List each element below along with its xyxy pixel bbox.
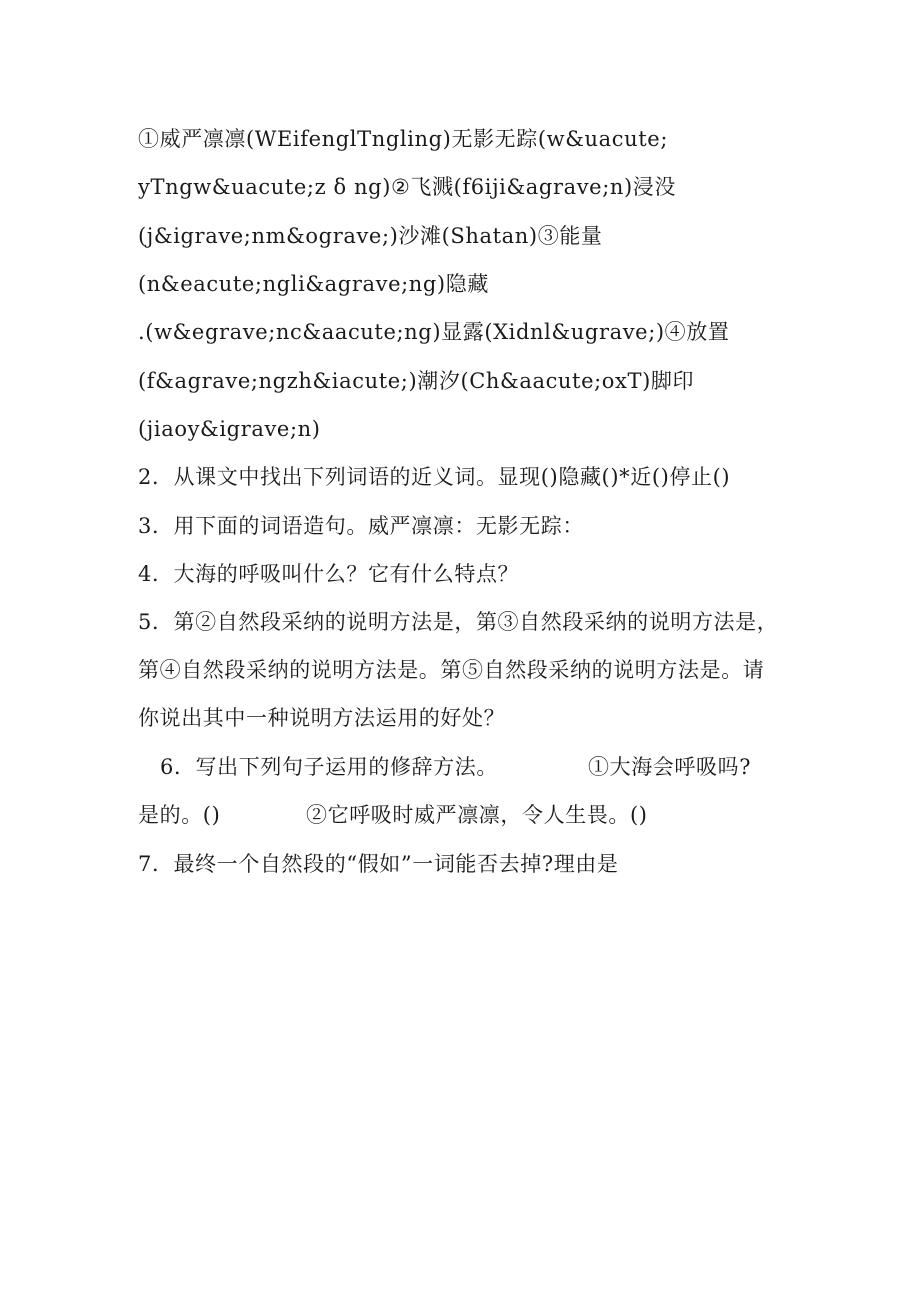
question-5: 5．第②自然段采纳的说明方法是，第③自然段采纳的说明方法是， [138, 610, 779, 634]
question-3: 3．用下面的词语造句。威严凛凛：无影无踪： [138, 514, 584, 538]
text-line: (jiaoy&igrave;n) [138, 417, 321, 441]
question-6-item-1: ①大海会呼吸吗? [588, 755, 752, 779]
question-5-cont: 你说出其中一种说明方法运用的好处？ [138, 706, 506, 730]
text-line: (n&eacute;ngli&agrave;ng)隐藏 [138, 272, 489, 296]
question-4: 4．大海的呼吸叫什么？它有什么特点？ [138, 562, 520, 586]
question-5-cont: 第④自然段采纳的说明方法是。第⑤自然段采纳的说明方法是。请 [138, 658, 765, 682]
question-6-answer-1: 是的。() [138, 803, 221, 827]
text-line: .(w&egrave;nc&aacute;ng)显露(Xidnl&ugrave;)④放置 [138, 320, 730, 344]
question-6: 6．写出下列句子运用的修辞方法。 [160, 755, 498, 779]
question-7: 7．最终一个自然段的“假如”一词能否去掉?理由是 [138, 852, 619, 876]
text-line: yTngw&uacute;z δ ng)②飞溅(f6iji&agrave;n)浸没 [138, 175, 676, 199]
text-line: (j&igrave;nm&ograve;)沙滩(Shatan)③能量 [138, 224, 603, 248]
text-line: (f&agrave;ngzh&iacute;)潮汐(Ch&aacute;oxT)脚印 [138, 369, 695, 393]
text-line: ①威严凛凛(WEifenglTngling)无影无踪(w&uacute; [138, 127, 669, 151]
question-2: 2．从课文中找出下列词语的近义词。显现()隐藏()*近()停止() [138, 465, 731, 489]
question-6-item-2: ②它呼吸时威严凛凛，令人生畏。() [306, 803, 648, 827]
